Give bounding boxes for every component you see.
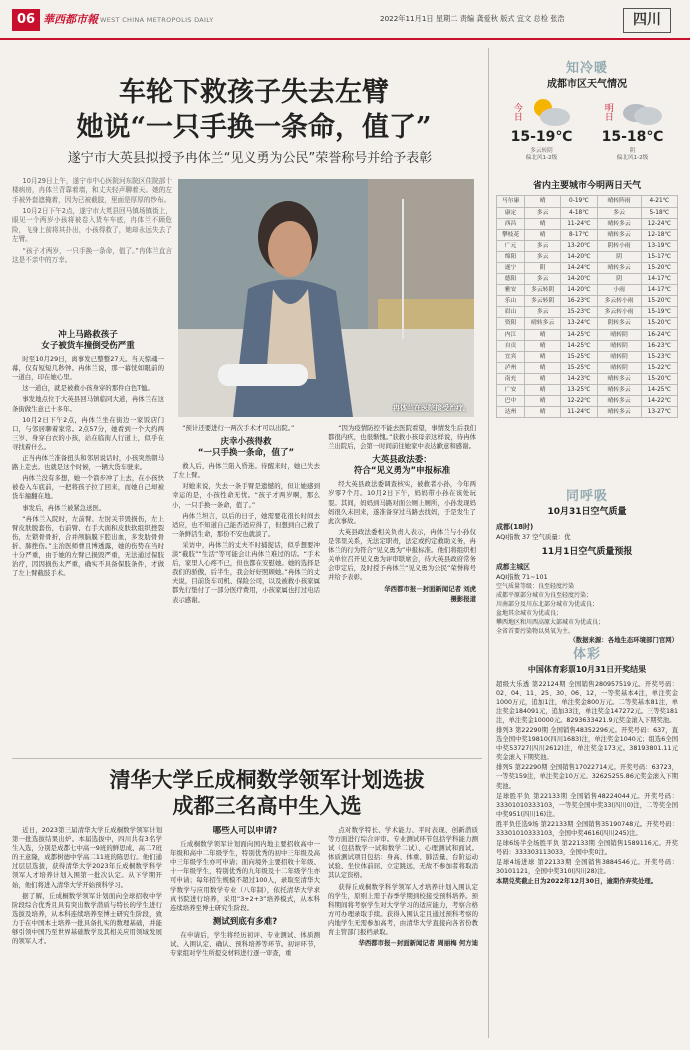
city-weather-cell: 晴转阵雨	[597, 196, 641, 207]
aqi-description: 空气质量等级：良至轻度污染 成都平原部分城市为良至轻度污染； 川南部分及川东北部分城市为优或良； 盆地其余城市为优或良； 攀西地区和川西高原大部城市为优或良； 全省首要污染物以臭氧为主。	[496, 582, 605, 635]
city-weather-cell: 晴转多云	[525, 318, 561, 329]
city-weather-cell: 晴	[525, 229, 561, 240]
city-weather-cell: 14-25℃	[561, 340, 597, 351]
header-rule	[0, 38, 690, 40]
article1-column-1	[12, 326, 164, 756]
intro-paragraph: 10月29日上午，遂宁市中心医院河东院区住院部十楼病房，冉体兰背靠着墙，和丈夫轻声聊着天。她的左手被外套遮掩着，因为已被截肢，里面是厚厚的纱布。	[12, 177, 172, 204]
city-weather-cell: 4-18℃	[561, 207, 597, 218]
lottery-deadline: 本期兑奖截止日为2022年12月30日，逾期作弃奖处理。	[496, 878, 657, 886]
city-table-title: 省内主要城市今明两日天气	[532, 180, 641, 191]
city-weather-cell: 15-17℃	[641, 251, 677, 262]
subhead: 哪些人可以申请?	[212, 826, 278, 836]
city-weather-cell: 泸州	[497, 362, 525, 373]
city-weather-cell: 晴	[525, 351, 561, 362]
city-weather-row	[497, 196, 678, 207]
lottery-result: 超级大乐透 第22124期 全国销售280957519元。开奖号码：02、04、11、25、30、06、12，一等奖基本4注，单注奖金1000万元，追加1注，单注奖金800万元。二等奖基本81注，单注奖金184091元，追加33注，单注奖金147272元。三等奖181注，单注奖金10000元。8293633421.9元奖金滚入下期奖池。	[496, 680, 678, 725]
city-weather-cell: 11-24℃	[561, 407, 597, 418]
paragraph: 10月2日下午2点，冉体兰坐在街边一家饭店门口，与邻居聊着家常。2点57分，她看到一个大约两三岁、身穿白衣的小孩，站在临街人行道上，似乎在寻找着什么。	[12, 415, 164, 451]
city-weather-cell: 眉山	[497, 307, 525, 318]
paragraph: 丘成桐数学领军计划面向国内地主要招收高中一年级和高中二年级学生，特别优秀的初中三年级及高中三年级学生亦可申请；面向境外主要招收十年级、十一年级学生，特别优秀的九年级及十二年级学生亦可申请；每年招生规模不超过100人，录取至清华大学数学与应用数学专业（八年制），依托清华大学求真书院进行培养，采用“3+2+3”培养模式，从本科连续培养至博士研究生阶段。	[170, 840, 320, 912]
lottery-result: 足球胜平负 第22133期 全国销售48224044元。开奖号码：33301010333103，一等奖全国中奖33(四川0)注，二等奖全国中奖951(四川16)注。	[496, 792, 678, 818]
city-weather-row	[497, 262, 678, 273]
city-weather-cell: 多云	[597, 207, 641, 218]
city-weather-cell: 多云	[525, 207, 561, 218]
hospital-photo	[178, 179, 474, 417]
paragraph: 事发地点位于大英县回马镇临同大道，冉体兰在这条街做生意已十多年。	[12, 395, 164, 413]
lottery-title: 中国体育彩票10月31日开奖结果	[527, 665, 647, 675]
city-weather-cell: 晴转多云	[597, 407, 641, 418]
aqi-area: 成都主城区	[496, 563, 530, 572]
paragraph: 时至10月29日，离事发已整整27天。当天惊魂一幕，仅有短短几秒钟。冉体兰说，那一幕恍如眼前的一道白，印在她心里。	[12, 355, 164, 382]
page-number: 06	[12, 9, 40, 31]
city-weather-cell: 多云转阴	[525, 296, 561, 307]
city-weather-cell: 14-17℃	[641, 274, 677, 285]
city-weather-cell: 自贡	[497, 340, 525, 351]
subhead: 庆幸小孩得救 “一只手换一条命，值了”	[197, 437, 295, 459]
city-weather-row	[497, 396, 678, 407]
city-weather-cell: 晴	[525, 373, 561, 384]
article1-subtitle: 遂宁市大英县拟授予冉体兰“见义勇为公民”荣誉称号并给予表彰	[67, 151, 433, 166]
paragraph: “冉体兰入院时，左前臂、左肘关节毁损伤，左上臂皮肤脱套伤，右前臂、右手大面积皮肤软组织挫裂伤，左锁骨骨折，合并颅脑膜下腔出血，多发肋骨骨折、肺挫伤。”主治医师曹且博透露，她的伤势在当时十分严重，由于她的左臂已损毁严重，无法通过保肢治疗，因因损伤太严重，确实不具备保肢条件，才做了左上臂截肢手术。	[12, 514, 164, 578]
city-weather-cell: 14-20℃	[561, 274, 597, 285]
paragraph: 对她来说，失去一条手臂是遗憾的，但让她感到幸运的是，小孩性命无忧。“孩子才两岁啊，那么小，一只手换一条命，值了。”	[172, 482, 320, 509]
city-weather-row	[497, 296, 678, 307]
photo-illustration	[178, 179, 474, 417]
city-weather-cell: 晴转阴	[597, 329, 641, 340]
paragraph: 采访中，冉体兰的丈夫不时捕捉话，似乎想要冲淡“截肢”“生活”等可能会让冉体兰难过的话。“手术后，家里人心疼不已，但也都在安慰她。她的选择是我们的骄傲，后半生，我会好好照顾她。”冉体兰的丈夫说，目前货车司机、保险公司，以及被救小孩家属都先行垫付了一部分医疗费用，小孩家属也打过电话表示感谢。	[172, 540, 320, 604]
city-weather-cell: 晴	[525, 396, 561, 407]
city-weather-cell: 巴中	[497, 396, 525, 407]
city-weather-cell: 14-20℃	[561, 285, 597, 296]
city-weather-cell: 13-24℃	[561, 318, 597, 329]
paragraph: 正当冉体兰准备扭头和邻居说话时，小孩突然朝马路上走去。也就是这个时候，一辆大货车驶来。	[12, 454, 164, 472]
date-editor-line: 2022年11月1日 星期二 责编 龚爱秋 版式 宜文 总检 张浩	[380, 14, 565, 23]
today-forecast	[499, 96, 585, 174]
today-temperature: 15-19℃	[510, 128, 573, 145]
city-weather-cell: 16-24℃	[641, 329, 677, 340]
newspaper-logo: 華西都市報	[43, 13, 98, 26]
city-weather-cell: 资阳	[497, 318, 525, 329]
city-weather-cell: 15-25℃	[561, 351, 597, 362]
city-weather-cell: 晴	[525, 340, 561, 351]
city-weather-cell: 晴	[525, 329, 561, 340]
city-weather-cell: 康定	[497, 207, 525, 218]
subhead: 测试到底有多难?	[212, 916, 278, 927]
byline: 华西都市报－封面新闻记者 刘虎 摄影报道	[384, 585, 476, 603]
article2-title-line1: 清华大学丘成桐数学领军计划选拔	[109, 767, 425, 792]
city-weather-cell: 8-17℃	[561, 229, 597, 240]
city-weather-cell: 多云	[525, 307, 561, 318]
city-weather-cell: 雅安	[497, 285, 525, 296]
city-weather-cell: 14-25℃	[641, 385, 677, 396]
subhead: 大英县政法委： 符合“见义勇为”申报标准	[353, 455, 451, 477]
lottery-result: 足球4场进球 第22133期 全国销售3884546元。开奖号码：30101121，全国中奖310(四川28)注。	[496, 859, 678, 876]
city-weather-cell: 晴转多云	[597, 385, 641, 396]
city-weather-cell: 晴	[525, 362, 561, 373]
paragraph: 冉体兰没有多想，她一个箭步冲了上去，在小孩快被卷入车底前，一把将孩子拉了回来，而她自己却被货车撞翻在地。	[12, 474, 164, 501]
paragraph: 这一道白，就是被救小孩身穿的那件白色T恤。	[22, 384, 154, 393]
lottery-result: 排列5 第22290期 全国销售17022714元。开奖号码：63723，一等奖159注，单注奖金10万元。32625255.86元奖金滚入下期奖池。	[496, 764, 678, 790]
city-weather-cell: 小雨	[597, 285, 641, 296]
intro-paragraph: “孩子才两岁，一只手换一条命，值了。”冉体兰直言这是不亲中的万幸。	[12, 246, 172, 264]
city-weather-cell: 12-22℃	[561, 396, 597, 407]
city-weather-table	[496, 195, 678, 418]
city-weather-cell: 晴	[525, 385, 561, 396]
article2-title-line2: 成都三名高中生入选	[172, 793, 362, 818]
today-desc: 多云转阴 偏北风1-2级	[525, 147, 558, 162]
paragraph: 经大英县政法委调查核实，被救者小孙，今年两岁零7个月。10月2日下午，妈妈带小孙在该处玩耍。其间，妈妈到马路对面公厕上厕所，小孙发现妈妈很久未回来，遂准备穿过马路去找妈，于是发生了此次事故。	[328, 480, 476, 525]
article1-intro	[12, 177, 172, 267]
paragraph: “因为疫情防控不能去医院看望，事情发生后我们都很内疚，也很惭愧。”获救小孩母亲这样说，待冉体兰出院后，会第一时间前往她家中表达歉意和感谢。	[328, 424, 476, 451]
city-weather-cell: 多云转小雨	[597, 296, 641, 307]
weather-tag: 知冷暖	[565, 61, 608, 76]
weather-title: 成都市区天气情况	[547, 79, 627, 91]
aqi-tag: 同呼吸	[565, 489, 608, 504]
city-weather-cell: 晴转多云	[597, 229, 641, 240]
city-weather-cell: 15-20℃	[641, 318, 677, 329]
article2-column-2	[170, 826, 320, 1040]
partly-cloudy-icon	[527, 96, 573, 128]
city-weather-row	[497, 329, 678, 340]
article1-column-3	[328, 424, 476, 756]
subhead: 冲上马路救孩子 女子被货车撞倒受伤严重	[41, 330, 135, 352]
city-weather-cell: 13-20℃	[561, 240, 597, 251]
city-weather-cell: 阴	[597, 274, 641, 285]
paragraph: “预计还要进行一两次手术才可以出院。”	[182, 424, 295, 432]
section-badge: 四川	[623, 8, 671, 33]
weather-forecast	[496, 96, 678, 174]
city-weather-cell: 绵阳	[497, 251, 525, 262]
vertical-divider	[488, 48, 489, 1038]
city-weather-row	[497, 340, 678, 351]
lottery-result: 足球6场半全场胜平负 第22133期 全国销售1589116元。开奖号码：333303113033，全国中奖0注。	[496, 839, 678, 856]
city-weather-cell: 晴转多云	[597, 396, 641, 407]
city-weather-cell: 15-20℃	[641, 373, 677, 384]
city-weather-cell: 内江	[497, 329, 525, 340]
city-weather-cell: 15-19℃	[641, 307, 677, 318]
air-quality-panel	[496, 488, 678, 645]
city-weather-cell: 乐山	[497, 296, 525, 307]
newspaper-english-name: WEST CHINA METROPOLIS DAILY	[100, 16, 214, 24]
paragraph: 救人后，冉体兰陷入昏迷。待醒来时，她已失去了左上臂。	[172, 462, 320, 480]
city-weather-row	[497, 240, 678, 251]
aqi-source: （数据来源：各地生态环境部门官网）	[569, 635, 678, 644]
city-weather-row	[497, 373, 678, 384]
city-weather-row	[497, 362, 678, 373]
byline: 华西都市报－封面新闻记者 周丽梅 何方迪	[358, 939, 478, 948]
aqi-title: 10月31日空气质量	[547, 507, 627, 518]
city-weather-cell: 14-22℃	[641, 396, 677, 407]
city-weather-cell: 5-18℃	[641, 207, 677, 218]
city-weather-cell: 阴	[597, 251, 641, 262]
city-weather-cell: 多云	[525, 251, 561, 262]
city-weather-row	[497, 218, 678, 229]
intro-paragraph: 10月2日下午2点，遂宁市大英县回马镇场镇街上，眼见一个两岁小孩将被卷入货车车底，冉体兰不顾危险，飞身上前将其扑出，小孩得救了，她却永远失去了左臂。	[12, 207, 172, 244]
aqi-forecast-title: 11月1日空气质量预报	[541, 547, 633, 558]
city-weather-cell: 马尔康	[497, 196, 525, 207]
today-label: 今日	[511, 102, 522, 121]
city-weather-row	[497, 207, 678, 218]
city-weather-cell: 16-23℃	[561, 296, 597, 307]
city-weather-cell: 多云转阴	[525, 285, 561, 296]
tomorrow-forecast	[590, 96, 676, 174]
aqi-range: AQI指数 71~101	[496, 572, 548, 581]
paragraph: 据了解，丘成桐数学领军计划面向全球招收中学阶段综合优秀且具有突出数学潜质与特长的学生进行选拔及培养，从本科连续培养至博士研究生阶段，致力于在中国本土培养一批具备扎实的数理基础，并能够引领中国乃至世界基础数学及其相关应用领域发展的领军人才。	[12, 891, 162, 946]
lottery-result: 排列3 第22290期 全国销售48352296元。开奖号码：637，直选全国中奖19810(四川1683)注，单注奖金1040元；组选6全国中奖53727(四川2612)注，单注奖金173元。38193801.11元奖金滚入下期奖池。	[496, 727, 678, 762]
lottery-result: 胜平负任选9场 第22133期 全国销售35190748元。开奖号码：33301010333103，全国中奖4616(四川245)注。	[496, 820, 678, 837]
city-weather-cell: 晴	[525, 196, 561, 207]
city-weather-cell: 晴转阴	[597, 340, 641, 351]
article1-title-line1: 车轮下救孩子失去左臂	[119, 77, 389, 108]
paragraph: 近日，2023第三届清华大学丘成桐数学领军计划第一批选拔结果出炉。本届选拔中，四川共有3名学生入选，分别是成都七中高一9班的鲜思成、高二7班的王意隆，成都树德中学高二11班的陈思行。他们通过层层选拔，获得清华大学2023年丘成桐数学科学领军人才培养计划入围第一批次认定。从下学期开始，他们将进入清华大学开始预科学习。	[12, 826, 162, 889]
article1-title-line2: 她说“一只手换一条命，值了”	[76, 112, 432, 143]
city-weather-cell: 西昌	[497, 218, 525, 229]
city-weather-cell: 广元	[497, 240, 525, 251]
weather-panel	[496, 60, 678, 498]
paragraph: 在申请后，学生将经历初评、专业测试、体质测试、入围认定、确认、预科培养等环节。初评环节，专家组对学生所提交材料进行逐一审查，重	[170, 930, 320, 958]
paragraph: 点对数学特长、学术能力、平时表现、创新潜质等方面进行综合评审。专业测试环节包括学科能力测试（包括数学一试和数学二试）、心理测试和面试。体质测试项目包括：身高、体重、肺活量、台阶运动试验、坐位体前屈、立定跳远，无故不参加者将取消其认定资格。	[328, 826, 478, 880]
city-weather-cell: 16-23℃	[641, 340, 677, 351]
city-weather-row	[497, 251, 678, 262]
city-weather-cell: 14-23℃	[561, 373, 597, 384]
city-weather-cell: 15-23℃	[561, 307, 597, 318]
city-weather-cell: 11-24℃	[561, 218, 597, 229]
horizontal-divider	[12, 758, 482, 759]
city-weather-row	[497, 307, 678, 318]
city-weather-cell: 多云转小雨	[597, 307, 641, 318]
city-weather-cell: 晴转多云	[597, 262, 641, 273]
city-weather-cell: 0-19℃	[561, 196, 597, 207]
article2-column-3	[328, 826, 478, 1040]
lottery-panel	[496, 646, 678, 887]
tomorrow-temperature: 15-18℃	[601, 128, 664, 145]
city-weather-cell: 德阳	[497, 274, 525, 285]
city-weather-cell: 晴转多云	[597, 373, 641, 384]
city-weather-cell: 14-17℃	[641, 285, 677, 296]
city-weather-cell: 阴转多云	[597, 318, 641, 329]
city-weather-cell: 晴转阴	[597, 351, 641, 362]
city-weather-cell: 15-20℃	[641, 296, 677, 307]
city-weather-cell: 宜宾	[497, 351, 525, 362]
city-weather-cell: 13-19℃	[641, 240, 677, 251]
article2-column-1	[12, 826, 162, 1040]
city-weather-cell: 达州	[497, 407, 525, 418]
city-weather-cell: 13-25℃	[561, 385, 597, 396]
city-weather-cell: 15-23℃	[641, 351, 677, 362]
city-weather-cell: 12-18℃	[641, 229, 677, 240]
city-weather-cell: 晴	[525, 218, 561, 229]
lottery-tag: 体彩	[572, 647, 601, 662]
aqi-city: 成都(18时)	[496, 523, 534, 532]
article1-column-2	[172, 424, 320, 756]
tomorrow-label: 明日	[602, 102, 613, 121]
city-weather-cell: 多云	[525, 240, 561, 251]
city-weather-cell: 12-24℃	[641, 218, 677, 229]
city-weather-row	[497, 318, 678, 329]
paragraph: 大英县政法委相关负责人表示，冉体兰与小孙仅是邻里关系，无法定职责，法定或约定救助义务，冉体兰的行为符合“见义勇为”申报标准。他们将组织相关单位召开见义勇为评审联席会，待大英县政府常务会审定后，及时授予冉体兰“见义勇为公民”荣誉称号并给予表彰。	[328, 527, 476, 582]
city-weather-cell: 晴	[525, 407, 561, 418]
city-weather-cell: 15-25℃	[561, 362, 597, 373]
city-weather-cell: 晴转阴	[597, 362, 641, 373]
city-weather-cell: 多云	[525, 274, 561, 285]
city-weather-row	[497, 385, 678, 396]
photo-caption: 冉体兰在医院接受治疗。	[393, 404, 470, 413]
city-weather-cell: 4-21℃	[641, 196, 677, 207]
city-weather-cell: 15-20℃	[641, 262, 677, 273]
cloudy-icon	[618, 96, 664, 128]
paragraph: 冉体兰坦言，以后的日子，她需要花很长时间去适应，也不知道自己能否适应得了，但想到自己救了一条鲜活生命，那份不安也就淡了。	[172, 511, 320, 538]
city-weather-cell: 13-27℃	[641, 407, 677, 418]
city-weather-row	[497, 229, 678, 240]
tomorrow-desc: 阴 偏北风1-2级	[616, 147, 649, 162]
paragraph: 事发后，冉体兰被紧急送医。	[22, 503, 106, 512]
city-weather-cell: 14-24℃	[561, 262, 597, 273]
city-weather-row	[497, 285, 678, 296]
aqi-value: AQI指数 37 空气质量：优	[496, 533, 571, 542]
city-weather-cell: 14-20℃	[561, 251, 597, 262]
city-weather-cell: 广安	[497, 385, 525, 396]
city-weather-cell: 阴转小雨	[597, 240, 641, 251]
city-weather-cell: 遂宁	[497, 262, 525, 273]
city-weather-cell: 攀枝花	[497, 229, 525, 240]
city-weather-cell: 南充	[497, 373, 525, 384]
paragraph: 获得丘成桐数学科学领军人才培养计划入围认定的学生，原则上需于春季学期到校接受预科培养。预科期间将考察学生对大学学习的适应能力，考察合格方可办理录取手续。获得入围认定且通过预科考察的内地学生无需参加高考，由清华大学直接向各省份教育主管部门报档录取。	[328, 882, 478, 937]
city-weather-cell: 14-25℃	[561, 329, 597, 340]
city-weather-row	[497, 274, 678, 285]
city-weather-row	[497, 351, 678, 362]
city-weather-cell: 15-22℃	[641, 362, 677, 373]
city-weather-cell: 阴	[525, 262, 561, 273]
city-weather-row	[497, 407, 678, 418]
city-weather-cell: 晴转多云	[597, 218, 641, 229]
